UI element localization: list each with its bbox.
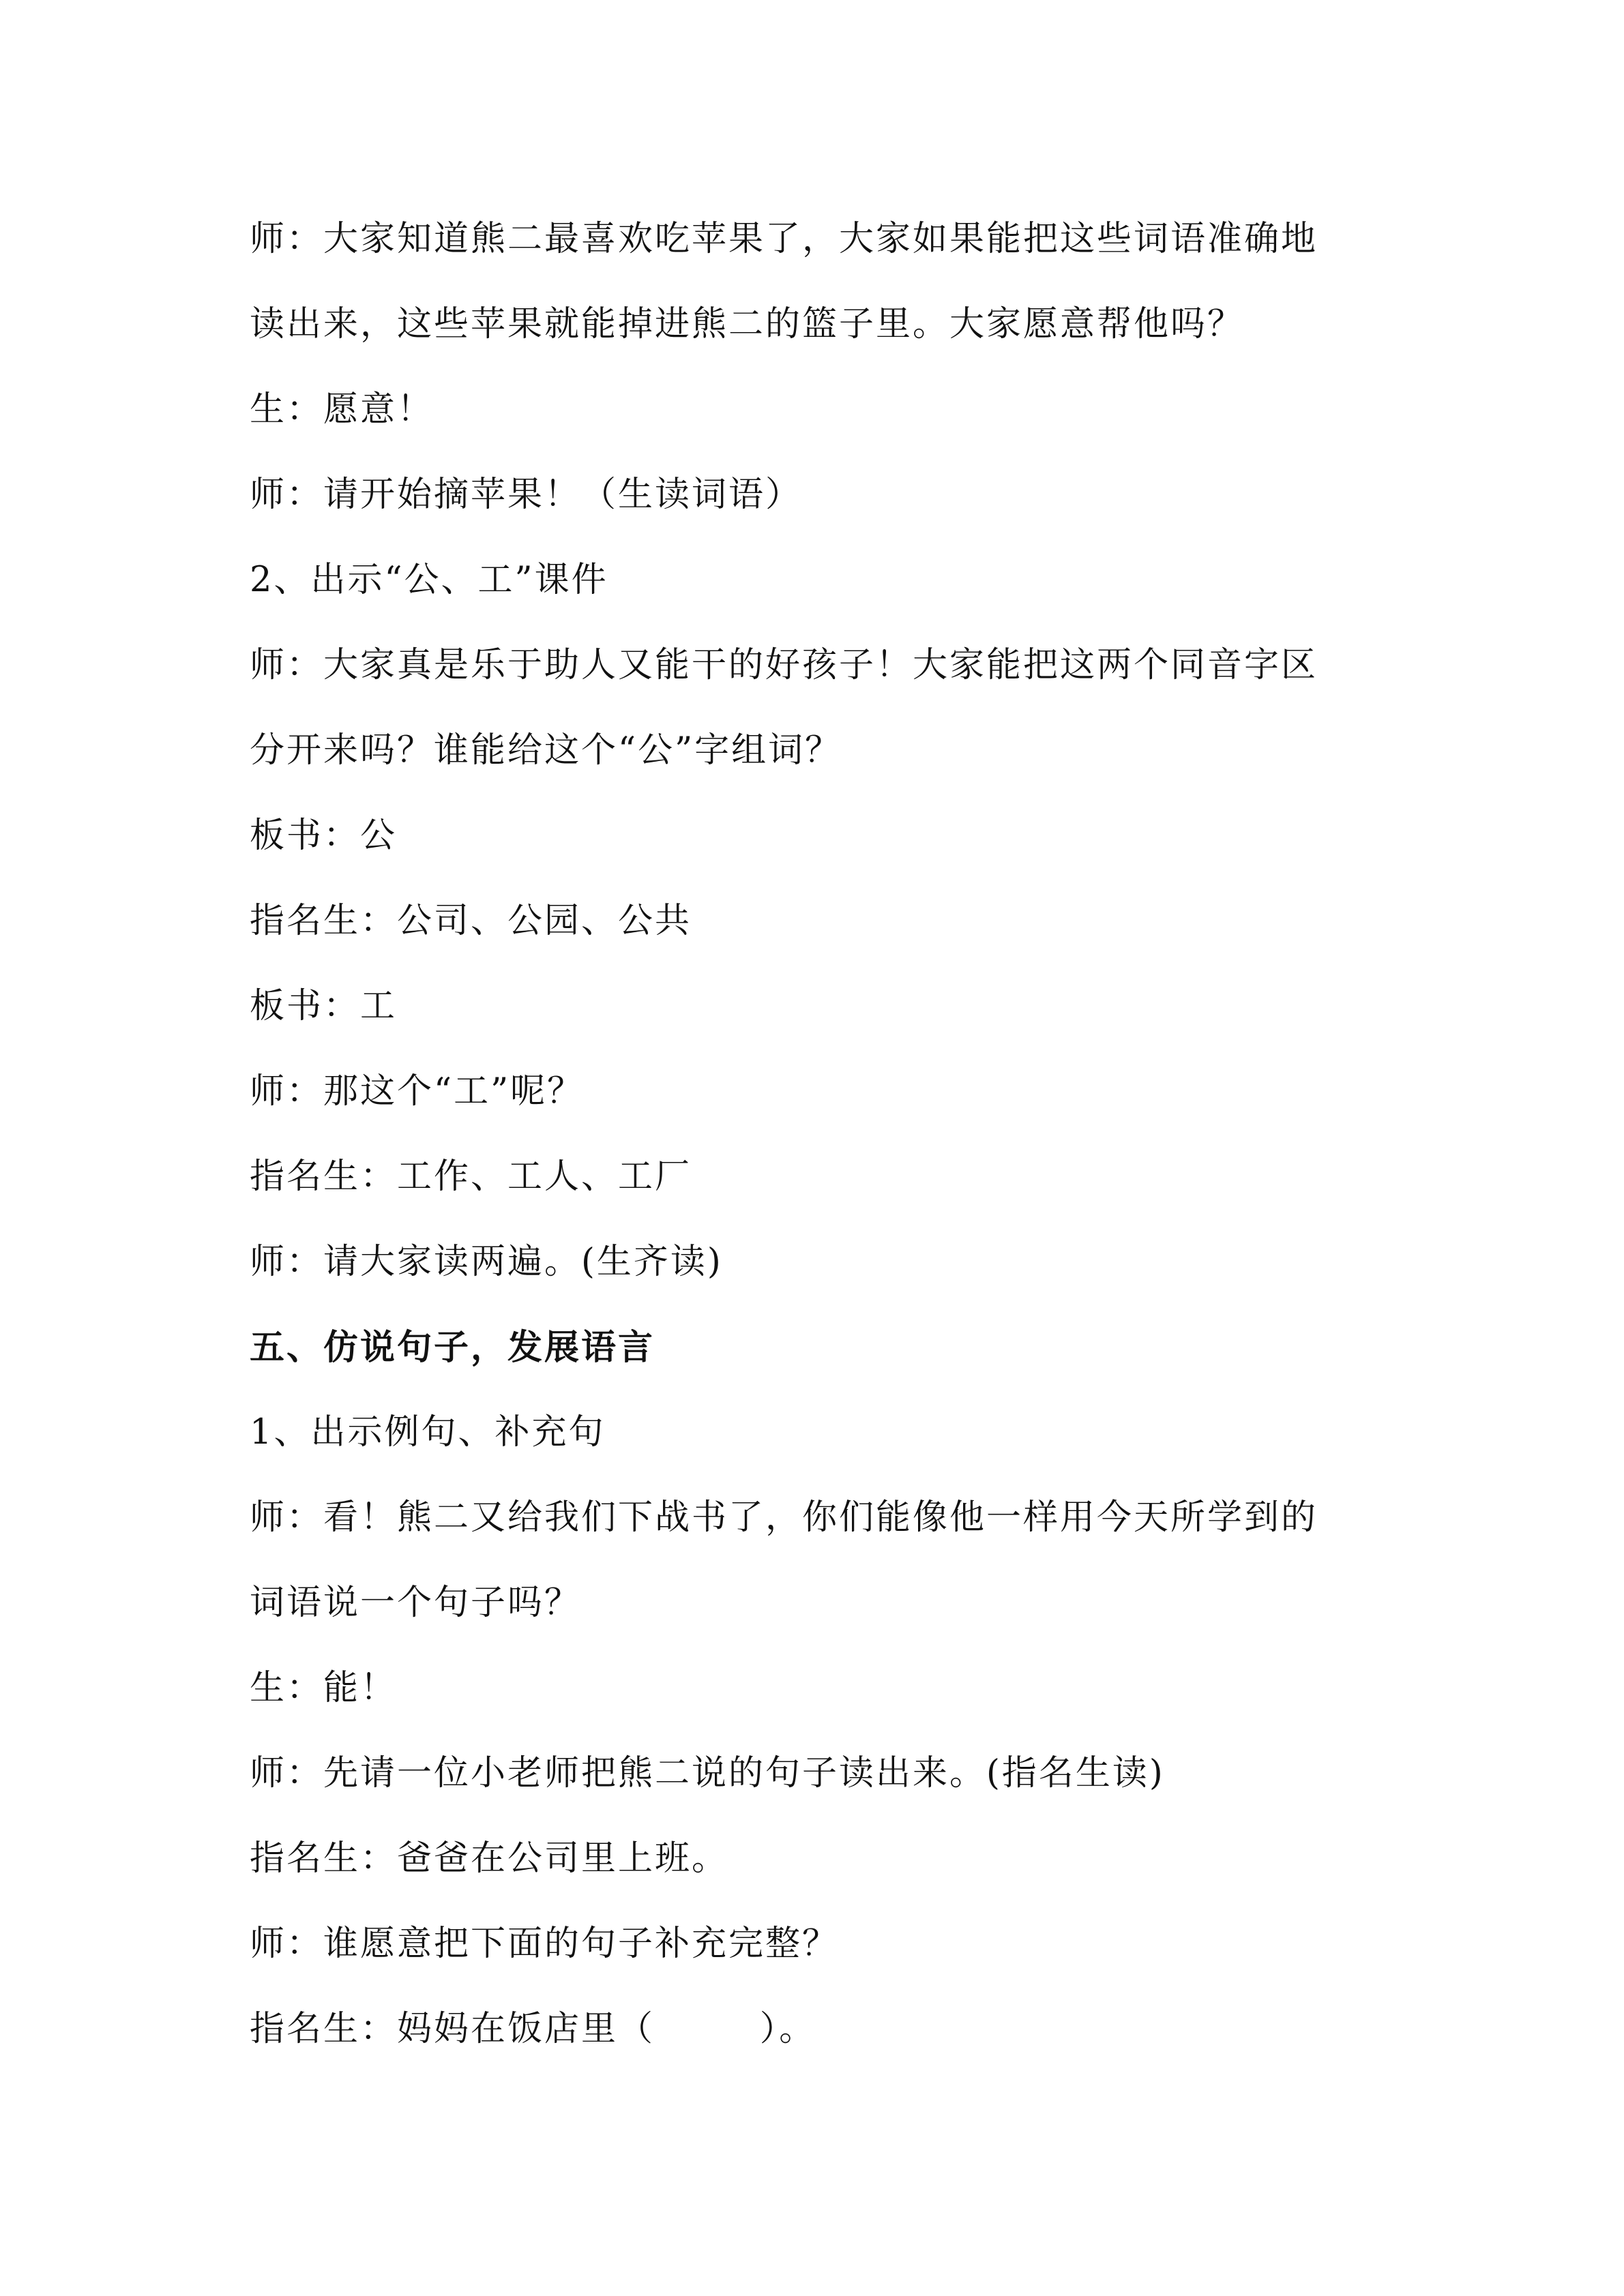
text-line: 板书：工 bbox=[250, 986, 398, 1026]
text-line: 指名生：妈妈在饭店里（ ）。 bbox=[250, 2009, 816, 2049]
text-line: 师：大家真是乐于助人又能干的好孩子！大家能把这两个同音字区 bbox=[250, 645, 1318, 685]
section-heading: 五、仿说句子，发展语言 bbox=[250, 1327, 655, 1368]
text-line: 词语说一个句子吗？ bbox=[250, 1583, 582, 1623]
text-line: 读出来，这些苹果就能掉进熊二的篮子里。大家愿意帮他吗？ bbox=[250, 304, 1245, 344]
text-line: 指名生：工作、工人、工厂 bbox=[250, 1157, 692, 1197]
section-item-heading: 1、出示例句、补充句 bbox=[250, 1412, 606, 1452]
text-line: 生：能！ bbox=[250, 1668, 398, 1708]
text-line: 指名生：公司、公园、公共 bbox=[250, 901, 692, 941]
text-line: 指名生：爸爸在公司里上班。 bbox=[250, 1838, 729, 1879]
text-line: 师：大家知道熊二最喜欢吃苹果了，大家如果能把这些词语准确地 bbox=[250, 219, 1318, 259]
section-item-heading: 2、出示“公、工”课件 bbox=[250, 560, 608, 600]
text-line: 师：先请一位小老师把熊二说的句子读出来。(指名生读) bbox=[250, 1753, 1165, 1793]
text-line: 师：请开始摘苹果！（生读词语） bbox=[250, 475, 803, 515]
text-line: 板书：公 bbox=[250, 816, 398, 856]
text-line: 分开来吗？谁能给这个“公”字组词？ bbox=[250, 730, 842, 771]
text-line: 生：愿意！ bbox=[250, 389, 434, 430]
text-line: 师：谁愿意把下面的句子补充完整？ bbox=[250, 1924, 840, 1964]
text-line: 师：那这个“工”呢？ bbox=[250, 1071, 585, 1112]
text-line: 师：看！熊二又给我们下战书了，你们能像他一样用今天所学到的 bbox=[250, 1497, 1318, 1538]
text-line: 师：请大家读两遍。(生齐读) bbox=[250, 1242, 723, 1282]
